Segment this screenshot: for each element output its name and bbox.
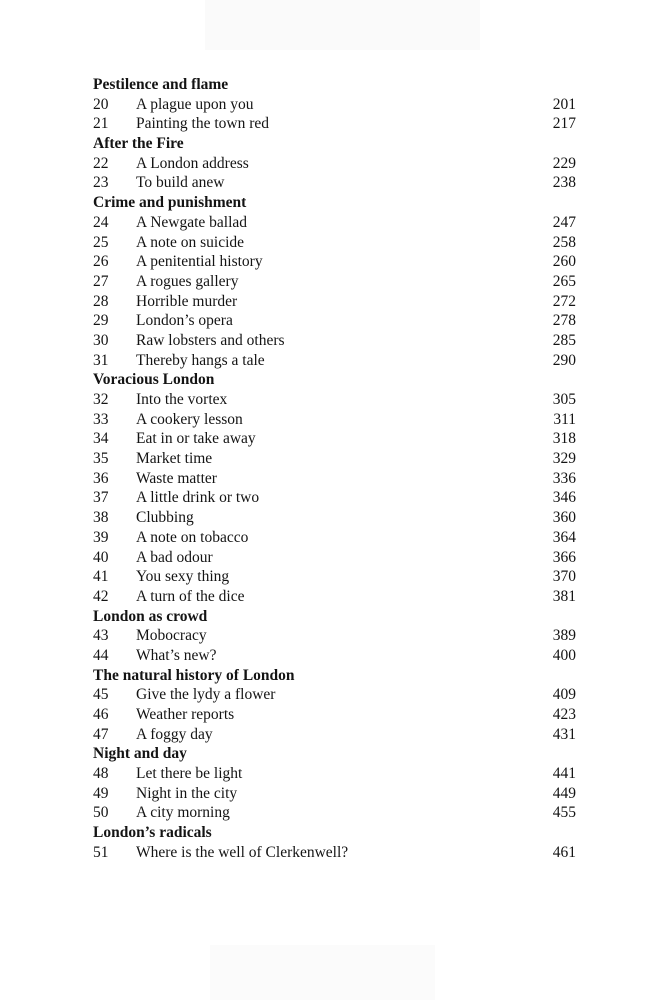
toc-entry bbox=[93, 114, 576, 134]
page-number: 285 bbox=[552, 331, 576, 349]
toc-entry bbox=[93, 508, 576, 528]
page-number: 366 bbox=[552, 548, 576, 566]
chapter-title: Into the vortex bbox=[136, 391, 228, 408]
chapter-number: 40 bbox=[93, 548, 109, 566]
toc-entry bbox=[93, 626, 576, 646]
toc-entry bbox=[93, 548, 576, 568]
chapter-title: A cookery lesson bbox=[136, 410, 243, 428]
chapter-number: 37 bbox=[93, 489, 109, 507]
chapter-number: 33 bbox=[93, 410, 109, 428]
toc-entry bbox=[93, 390, 576, 410]
toc-entry bbox=[93, 213, 576, 233]
section-heading: After the Fire bbox=[93, 135, 184, 153]
toc-entry bbox=[93, 233, 576, 253]
page-number: 409 bbox=[552, 686, 576, 704]
chapter-title: Thereby hangs a tale bbox=[136, 351, 265, 369]
chapter-title: Mobocracy bbox=[136, 627, 207, 645]
chapter-number: 41 bbox=[93, 568, 109, 586]
toc-entry bbox=[93, 803, 576, 823]
chapter-number: 27 bbox=[93, 272, 109, 290]
page-number: 455 bbox=[552, 804, 576, 822]
section-heading: London as crowd bbox=[93, 607, 208, 625]
page-number: 217 bbox=[552, 115, 576, 133]
chapter-number: 32 bbox=[93, 391, 109, 408]
chapter-number: 26 bbox=[93, 253, 109, 271]
chapter-title: Give the lydy a flower bbox=[136, 686, 276, 704]
chapter-number: 42 bbox=[93, 587, 109, 605]
chapter-title: Painting the town red bbox=[136, 115, 270, 133]
toc-entry bbox=[93, 528, 576, 548]
chapter-number: 22 bbox=[93, 154, 109, 172]
page-number: 389 bbox=[552, 627, 576, 645]
page-shadow-bottom bbox=[210, 945, 435, 1000]
chapter-number: 45 bbox=[93, 686, 109, 704]
page-number: 238 bbox=[552, 174, 576, 192]
page-number: 431 bbox=[552, 725, 576, 743]
section-heading: Crime and punishment bbox=[93, 194, 247, 212]
chapter-title: Where is the well of Clerkenwell? bbox=[136, 843, 349, 861]
section-heading: Voracious London bbox=[93, 371, 215, 389]
page-number: 258 bbox=[552, 233, 576, 251]
chapter-title: Clubbing bbox=[136, 509, 194, 527]
page-number: 400 bbox=[552, 646, 576, 664]
toc-entry bbox=[93, 331, 576, 351]
chapter-title: You sexy thing bbox=[136, 568, 230, 586]
chapter-title: Raw lobsters and others bbox=[136, 331, 285, 349]
chapter-number: 50 bbox=[93, 804, 109, 822]
toc-entry bbox=[93, 469, 576, 489]
chapter-title: A note on tobacco bbox=[136, 528, 249, 546]
toc-entry bbox=[93, 410, 576, 430]
toc-entry bbox=[93, 725, 576, 745]
page-number: 278 bbox=[552, 312, 576, 330]
toc-entry bbox=[93, 95, 576, 115]
chapter-title: A little drink or two bbox=[136, 489, 260, 507]
toc-entry bbox=[93, 154, 576, 174]
page-number: 381 bbox=[552, 587, 576, 605]
chapter-number: 24 bbox=[93, 213, 109, 231]
toc-entry bbox=[93, 587, 576, 607]
page-number: 272 bbox=[552, 292, 576, 310]
page-number: 305 bbox=[552, 391, 576, 408]
toc-entry bbox=[93, 488, 576, 508]
chapter-number: 36 bbox=[93, 469, 109, 487]
chapter-number: 39 bbox=[93, 528, 109, 546]
chapter-title: London’s opera bbox=[136, 312, 233, 330]
chapter-number: 30 bbox=[93, 331, 109, 349]
section-heading: Night and day bbox=[93, 745, 187, 763]
toc-entry bbox=[93, 646, 576, 666]
page-number: 329 bbox=[552, 450, 576, 468]
chapter-title: A bad odour bbox=[136, 548, 213, 566]
page-number: 441 bbox=[552, 765, 576, 783]
chapter-number: 29 bbox=[93, 312, 109, 330]
toc-entry bbox=[93, 764, 576, 784]
page-number: 461 bbox=[552, 843, 576, 861]
page-number: 423 bbox=[552, 706, 576, 723]
page-number: 260 bbox=[552, 253, 576, 271]
chapter-number: 31 bbox=[93, 351, 109, 369]
toc-entry bbox=[93, 272, 576, 292]
toc-entry bbox=[93, 784, 576, 804]
chapter-number: 44 bbox=[93, 646, 109, 664]
chapter-title: A turn of the dice bbox=[136, 587, 245, 605]
toc-entry bbox=[93, 567, 576, 587]
chapter-title: Night in the city bbox=[136, 784, 238, 802]
chapter-number: 51 bbox=[93, 843, 109, 861]
toc-entry bbox=[93, 449, 576, 469]
page-number: 449 bbox=[552, 784, 576, 802]
page-number: 229 bbox=[552, 154, 576, 172]
toc-entry bbox=[93, 252, 576, 272]
chapter-title: What’s new? bbox=[136, 646, 217, 664]
chapter-number: 20 bbox=[93, 95, 109, 113]
toc-entry bbox=[93, 429, 576, 449]
chapter-title: A London address bbox=[136, 154, 249, 172]
toc-entry bbox=[93, 311, 576, 331]
chapter-number: 25 bbox=[93, 233, 109, 251]
toc-entry bbox=[93, 705, 576, 725]
chapter-title: To build anew bbox=[136, 174, 225, 192]
chapter-title: Weather reports bbox=[136, 706, 235, 723]
chapter-title: Market time bbox=[136, 450, 213, 468]
chapter-number: 21 bbox=[93, 115, 109, 133]
chapter-number: 49 bbox=[93, 784, 109, 802]
page-number: 311 bbox=[553, 410, 576, 428]
chapter-title: Eat in or take away bbox=[136, 430, 256, 448]
chapter-title: Let there be light bbox=[136, 765, 243, 783]
page-number: 290 bbox=[552, 351, 576, 369]
page-number: 336 bbox=[552, 469, 576, 487]
chapter-number: 35 bbox=[93, 450, 109, 468]
page-number: 201 bbox=[552, 95, 576, 113]
toc-entry bbox=[93, 843, 576, 863]
page-number: 370 bbox=[552, 568, 576, 586]
page-number: 360 bbox=[552, 509, 576, 527]
chapter-number: 48 bbox=[93, 765, 109, 783]
chapter-title: Waste matter bbox=[136, 469, 217, 487]
chapter-title: A foggy day bbox=[136, 725, 213, 743]
chapter-title: A note on suicide bbox=[136, 233, 245, 251]
toc-entry bbox=[93, 351, 576, 371]
chapter-title: A Newgate ballad bbox=[136, 213, 248, 231]
page-number: 247 bbox=[552, 213, 576, 231]
chapter-title: Horrible murder bbox=[136, 292, 238, 310]
section-heading: The natural history of London bbox=[93, 666, 295, 684]
toc-entry bbox=[93, 173, 576, 193]
chapter-number: 23 bbox=[93, 174, 109, 192]
chapter-number: 43 bbox=[93, 627, 109, 645]
section-heading: Pestilence and flame bbox=[93, 76, 229, 93]
toc-entry bbox=[93, 292, 576, 312]
chapter-number: 34 bbox=[93, 430, 109, 448]
table-of-contents bbox=[93, 75, 576, 863]
toc-entry bbox=[93, 685, 576, 705]
page-number: 318 bbox=[552, 430, 576, 448]
section-heading: London’s radicals bbox=[93, 824, 212, 842]
chapter-title: A city morning bbox=[136, 804, 230, 822]
chapter-number: 47 bbox=[93, 725, 109, 743]
chapter-number: 38 bbox=[93, 509, 109, 527]
page-number: 265 bbox=[552, 272, 576, 290]
chapter-number: 46 bbox=[93, 706, 109, 723]
page-number: 364 bbox=[552, 528, 576, 546]
chapter-title: A penitential history bbox=[136, 253, 263, 271]
chapter-number: 28 bbox=[93, 292, 109, 310]
chapter-title: A rogues gallery bbox=[136, 272, 239, 290]
page-shadow-top bbox=[205, 0, 480, 50]
page-number: 346 bbox=[552, 489, 576, 507]
chapter-title: A plague upon you bbox=[136, 95, 254, 113]
